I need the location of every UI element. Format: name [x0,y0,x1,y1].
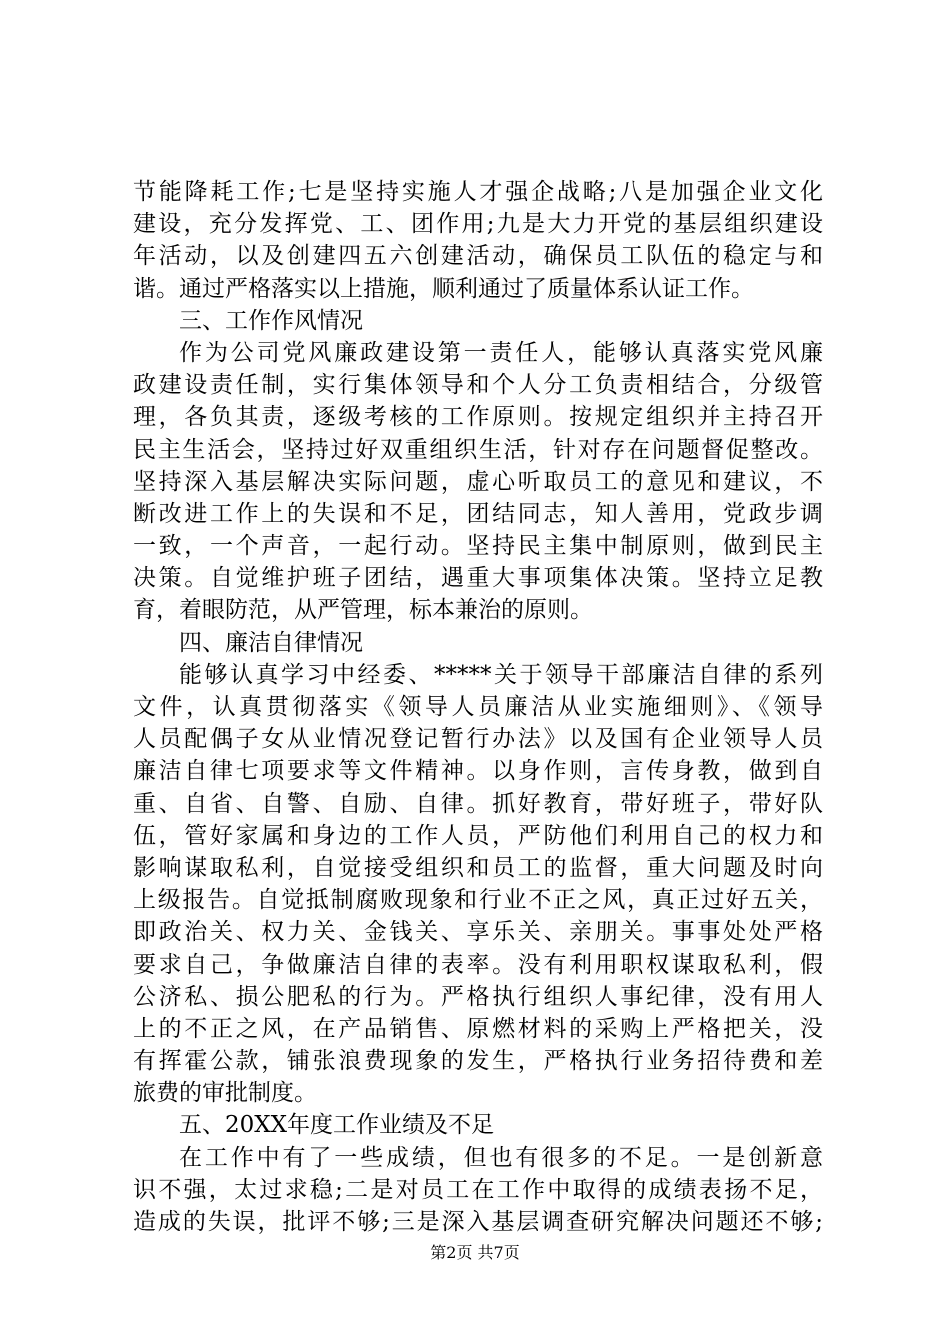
text-line: 要求自己，争做廉洁自律的表率。没有利用职权谋取私利，假 [133,951,823,978]
section-heading-5: 五、20XX年度工作业绩及不足 [179,1112,495,1139]
text-line: 谐。通过严格落实以上措施，顺利通过了质量体系认证工作。 [133,275,754,302]
text-line: 文件，认真贯彻落实《领导人员廉洁从业实施细则》、《领导 [133,694,823,720]
document-body [133,176,823,1238]
text-line: 年活动，以及创建四五六创建活动，确保员工队伍的稳定与和 [133,243,823,270]
text-line: 识不强，太过求稳;二是对员工在工作中取得的成绩表扬不足， [133,1176,823,1203]
text-line: 政建设责任制，实行集体领导和个人分工负责相结合，分级管 [133,372,823,399]
section-heading-3: 三、工作作风情况 [179,307,363,334]
paragraph-start: 作为公司党风廉政建设第一责任人，能够认真落实党风廉 [179,339,823,366]
text-line: 民主生活会，坚持过好双重组织生活，针对存在问题督促整改。 [133,436,823,463]
text-line: 旅费的审批制度。 [133,1080,317,1107]
text-line: 重、自省、自警、自励、自律。抓好教育，带好班子，带好队 [133,790,823,817]
paragraph-start: 在工作中有了一些成绩，但也有很多的不足。一是创新意 [179,1144,823,1171]
text-line: 一致，一个声音，一起行动。坚持民主集中制原则，做到民主 [133,533,823,560]
text-line: 决策。自觉维护班子团结，遇重大事项集体决策。坚持立足教 [133,565,823,592]
text-line: 坚持深入基层解决实际问题，虚心听取员工的意见和建议，不 [133,468,823,495]
text-line: 建设，充分发挥党、工、团作用;九是大力开党的基层组织建设 [133,211,823,238]
text-line: 伍，管好家属和身边的工作人员，严防他们利用自己的权力和 [133,822,823,849]
text-line: 影响谋取私利，自觉接受组织和员工的监督，重大问题及时向 [133,854,823,881]
text-line: 节能降耗工作;七是坚持实施人才强企战略;八是加强企业文化 [133,179,823,205]
text-line: 断改进工作上的失误和不足，团结同志，知人善用，党政步调 [133,500,823,527]
text-line: 理，各负其责，逐级考核的工作原则。按规定组织并主持召开 [133,404,823,431]
text-line: 公济私、损公肥私的行为。严格执行组织人事纪律，没有用人 [133,983,823,1010]
text-line: 上的不正之风，在产品销售、原燃材料的采购上严格把关，没 [133,1015,823,1042]
text-line: 即政治关、权力关、金钱关、享乐关、亲朋关。事事处处严格 [133,919,823,946]
text-line: 造成的失误，批评不够;三是深入基层调查研究解决问题还不够; [133,1209,823,1235]
text-line: 上级报告。自觉抵制腐败现象和行业不正之风，真正过好五关， [133,887,823,914]
text-line: 廉洁自律七项要求等文件精神。以身作则，言传身教，做到自 [133,758,823,785]
text-line: 育，着眼防范，从严管理，标本兼治的原则。 [133,597,593,624]
page-footer: 第2页 共7页 [430,1243,520,1262]
text-line: 有挥霍公款，铺张浪费现象的发生，严格执行业务招待费和差 [133,1048,823,1075]
paragraph-start: 能够认真学习中经委、*****关于领导干部廉洁自律的系列 [179,661,823,688]
section-heading-4: 四、廉洁自律情况 [179,629,363,656]
text-line: 人员配偶子女从业情况登记暂行办法》以及国有企业领导人员 [133,726,823,753]
